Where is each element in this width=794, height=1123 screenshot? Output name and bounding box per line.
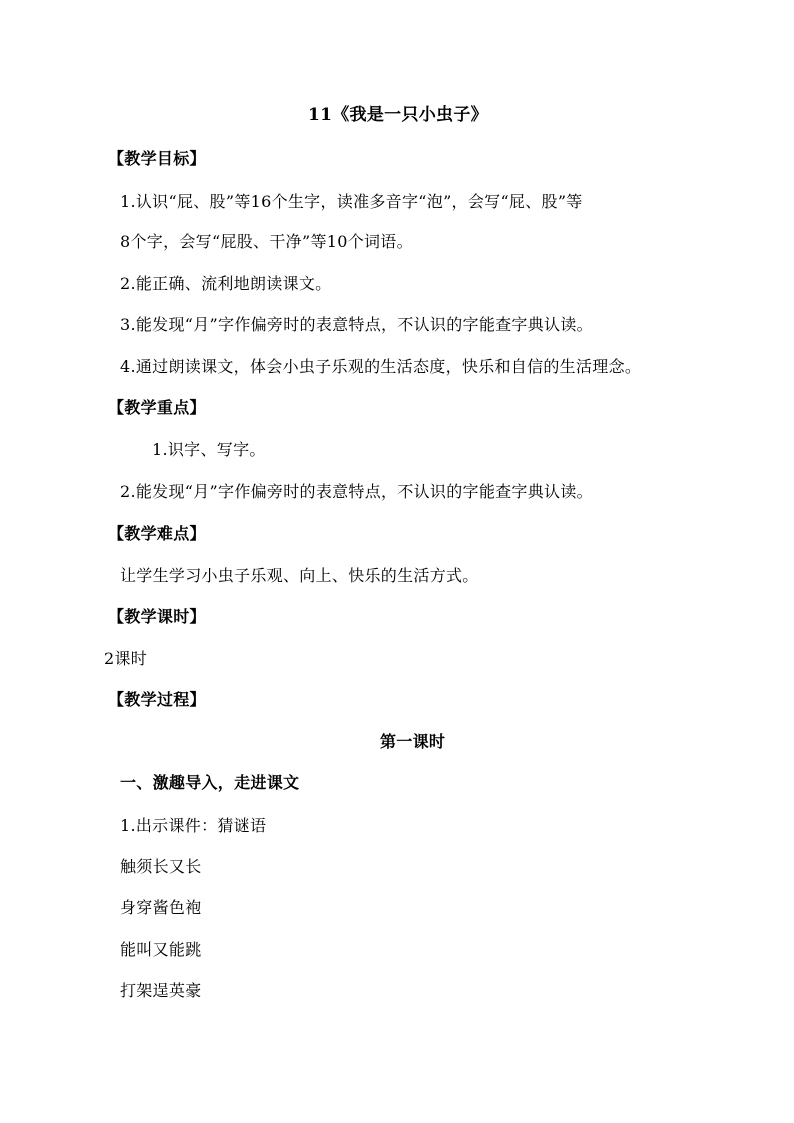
keypoints-item-1: 1.识字、写字。: [152, 440, 266, 459]
hours-text: 2课时: [104, 649, 148, 668]
riddle-line-3: 能叫又能跳: [120, 940, 202, 959]
lesson-heading: 第一课时: [380, 732, 446, 751]
riddle-line-4: 打架逞英豪: [120, 981, 202, 1000]
difficulties-heading: 【教学难点】: [108, 524, 206, 543]
difficulties-text: 让学生学习小虫子乐观、向上、快乐的生活方式。: [120, 566, 479, 585]
keypoints-heading: 【教学重点】: [108, 398, 206, 417]
hours-heading: 【教学课时】: [108, 607, 206, 626]
goals-item-1-line-2: 8个字，会写“屁股、干净”等10个词语。: [120, 232, 413, 251]
goals-item-4: 4.通过朗读课文，体会小虫子乐观的生活态度，快乐和自信的生活理念。: [120, 357, 642, 376]
step-1: 1.出示课件：猜谜语: [120, 816, 267, 835]
goals-heading: 【教学目标】: [108, 149, 206, 168]
goals-item-1-line-1: 1.认识“屁、股”等16个生字，读准多音字“泡”，会写“屁、股”等: [120, 192, 583, 211]
riddle-line-2: 身穿酱色袍: [120, 898, 202, 917]
riddle-line-1: 触须长又长: [120, 857, 202, 876]
goals-item-3: 3.能发现“月”字作偏旁时的表意特点，不认识的字能查字典认读。: [120, 315, 593, 334]
goals-item-2: 2.能正确、流利地朗读课文。: [120, 274, 332, 293]
keypoints-item-2: 2.能发现“月”字作偏旁时的表意特点，不认识的字能查字典认读。: [120, 482, 593, 501]
process-heading: 【教学过程】: [108, 690, 206, 709]
section-heading: 一、激趣导入，走进课文: [120, 773, 300, 792]
document-title: 11《我是一只小虫子》: [308, 105, 488, 125]
